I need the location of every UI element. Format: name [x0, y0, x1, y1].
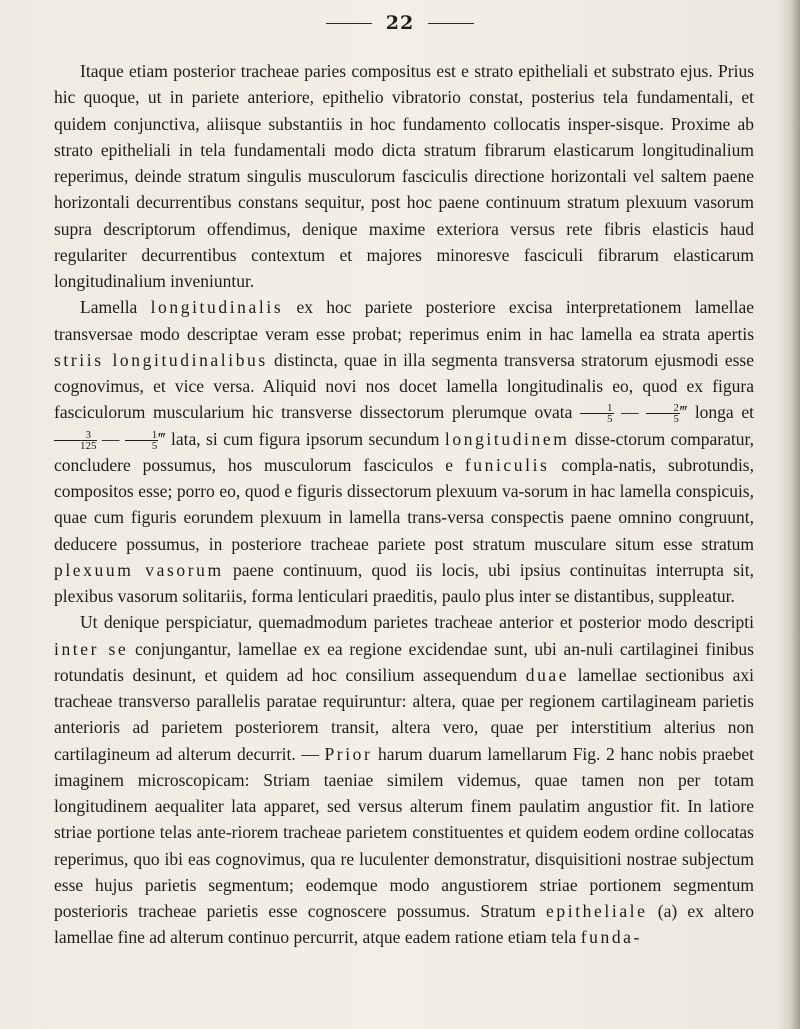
fraction-numerator: 3: [54, 430, 97, 441]
text-run: disse-ctorum comparatur, concludere possumus, hos musculorum fasciculos e: [54, 428, 755, 475]
fraction-denominator: 125: [80, 439, 97, 452]
fraction: [125, 430, 159, 451]
spaced-emphasis: longitudinalis: [150, 297, 284, 318]
page-number: 22: [385, 12, 415, 34]
text-run: compla-natis, subrotundis, compositos esse; porro eo, quod e figuris dissectorum plexuum va-sorum in hac lamella conspicuis, quae cum figuris eorundem plexuum in lamella trans-versa conspectis paene omnino congruunt, deducere possumus, in posteriore tracheae pariete post stratum musculare situm esse stratum: [54, 454, 754, 554]
fraction-numerator: 1: [125, 430, 159, 441]
page-edge-shadow: [778, 0, 800, 1029]
paragraph: [54, 58, 754, 294]
fraction-denominator: 5: [151, 439, 158, 452]
text-run: ex hoc pariete posteriore excisa interpretationem lamellae transversae modo descriptae veram esse probat; reperimus enim in hac lamella ea strata apertis: [54, 297, 754, 344]
spaced-emphasis: duae: [525, 664, 570, 685]
text-run: ‴ longa et: [679, 402, 754, 423]
spaced-emphasis: Prior: [324, 743, 373, 764]
text-run: (a) ex altero lamellae fine ad alterum continuo percurrit, atque eadem ratione etiam tela: [54, 901, 755, 948]
text-run: ‴ lata, si cum figura ipsorum secundum: [158, 428, 445, 449]
text-run: harum duarum lamellarum Fig. 2 hanc nobis praebet imaginem microscopicam: Striam taeniae similem videmus, quae tamen non per totam longitudinem aequaliter lata apparet, sed versus alterum finem paulatim angustior fit. In latiore striae portione telas ante-riorem tracheae parietem constituentes et quidem eodem ordine collocatas reperimus, quo ibi eas cognovimus, qua re luculenter demonstratur, disquisitioni nostrae subjectum esse hujus parietis segmentum; eodemque modo angustiorem striae portionem segmentum posterioris tracheae parietis esse cognoscere possumus. Stratum: [54, 743, 754, 921]
text-run: Lamella: [80, 297, 151, 318]
text-run: conjungantur, lamellae ex ea regione excidendae sunt, ubi an-nuli cartilaginei finibus rotundatis desinunt, et quidem ad hoc consilium assequendum: [54, 638, 754, 685]
fraction: [580, 403, 614, 424]
header-rule-right: [428, 23, 474, 24]
text-run: —: [613, 402, 647, 423]
paragraph: [54, 609, 754, 950]
fraction-denominator: 5: [673, 413, 679, 426]
spaced-emphasis: longitudinem: [444, 428, 570, 449]
header-rule-left: [326, 23, 372, 24]
text-run: Ut denique perspiciatur, quemadmodum parietes tracheae anterior et posterior modo descripti: [80, 612, 754, 633]
fraction: [54, 430, 97, 451]
text-run: paene continuum, quod iis locis, ubi ipsius continuitas interrupta sit, plexibus vasorum solitariis, forma lenticulari praeditis, paulo plus inter se distantibus, suppleatur.: [54, 559, 754, 606]
body-text: [54, 58, 754, 951]
paragraph: [54, 294, 754, 609]
spaced-emphasis: striis longitudinalibus: [54, 349, 268, 370]
fraction-numerator: 1: [580, 403, 614, 414]
fraction-denominator: 5: [607, 413, 613, 426]
text-run: distincta, quae in illa segmenta transversa stratorum ejusmodi esse cognovimus, et vice versa. Aliquid novi nos docet lamella longitudinalis eo, quod ex figura fasciculorum muscularium hic transverse dissectorum plerumque ovata: [54, 349, 754, 423]
spaced-emphasis: inter se: [54, 638, 129, 659]
text-run: —: [96, 428, 125, 449]
spaced-emphasis: plexuum vasorum: [54, 559, 224, 580]
text-run: lamellae sectionibus axi tracheae transverso parallelis paratae requiruntur: altera, quae per regionem cartilagineam parietis anterioris ad parietem posteriorem transit, altera vero, quae per interstitium alterius non cartilagineum ad alterum decurrit. —: [54, 664, 755, 764]
fraction-numerator: 2: [646, 403, 680, 414]
page-header: [0, 8, 800, 38]
fraction: [646, 403, 680, 424]
text-run: Itaque etiam posterior tracheae paries compositus est e strato epitheliali et substrato ejus. Prius hic quoque, ut in pariete anteriore, epithelio vibratorio constat, posterius tela fundamentali, et quidem conjunctiva, aliisque substantiis in hoc fundamento collocatis insper-sisque. Proxime ab strato epitheliali in tela fundamentali modo dicta stratum fibrarum elasticarum longitudinalium reperimus, deinde stratum singulis musculorum fasciculis directione horizontali vel saltem paene horizontali decurrentibus constans sequitur, post hoc paene continuum stratum plexuum vasorum supra descriptorum offendimus, denique maxime exteriora versus rete fibris elasticis haud regulariter decurrentibus contextum et majores minoresve fasciculi fibrarum elasticarum longitudinalium inveniuntur.: [54, 61, 754, 291]
spaced-emphasis: funiculis: [464, 454, 550, 475]
spaced-emphasis: funda-: [580, 927, 642, 948]
spaced-emphasis: epitheliale: [546, 901, 648, 921]
